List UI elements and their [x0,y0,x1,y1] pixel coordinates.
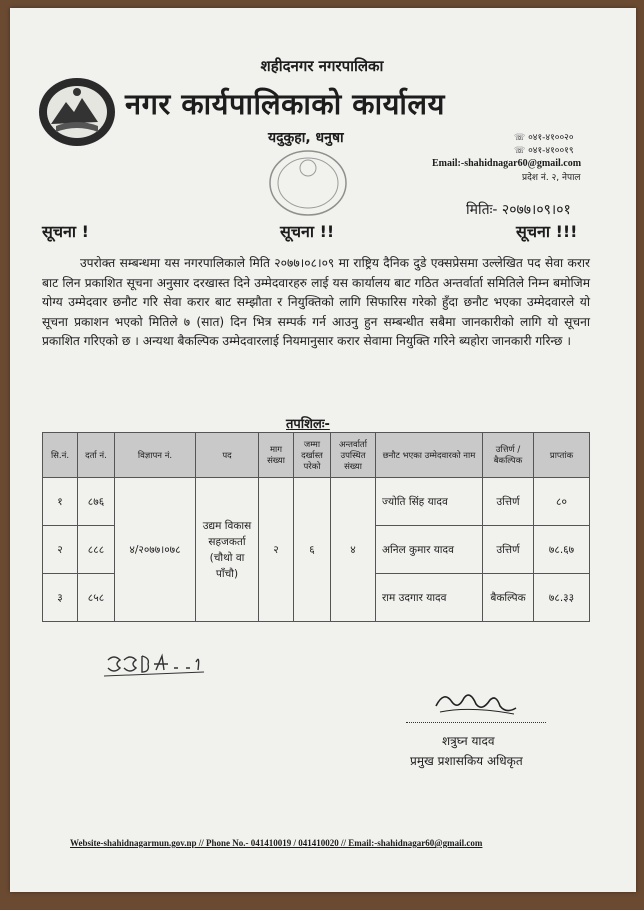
header-applied: जम्मा दर्खास्त परेको [294,433,331,478]
signature-line [406,722,546,723]
table-header-row [43,433,590,478]
office-stamp-icon [266,148,350,218]
selection-table [42,432,590,622]
cell-ad-no: ४/२०७७।०७८ [115,478,196,622]
header-demand: माग संख्या [259,433,294,478]
notice-heading-left: सूचना ! [42,222,89,241]
phone-1-text: ०४१-४१००२० [528,133,574,143]
municipality-name: शहीदनगर नगरपालिका [260,57,384,75]
header-interviewed: अन्तर्वार्ता उपस्थित संख्या [331,433,376,478]
notice-heading-right: सूचना !!! [516,222,578,241]
header-reg: दर्ता नं. [78,433,115,478]
office-address: यदुकुहा, धनुषा [268,130,344,146]
notice-body: उपरोक्त सम्बन्धमा यस नगरपालिकाले मिति २०७७।०८।०९ मा राष्ट्रिय दैनिक दुडे एक्सप्रेसमा उल्लेखित पद सेवा करार बाट लिन प्रकाशित सूचना अनुसार दरखास्त दिने उम्मेदवारहरु लाई यस कार्यालय बाट गठित अन्तर्वार्ता समितिले निम्न बमोजिम योग्य उम्मेदवार छनौट गरि सेवा करार बाट सम्झौता र नियुक्तिको लागि सिफारिस गरेको हुँदा छनौट भएका उम्मेदवारले यो सूचना प्रकाशन भएको मितिले ७ (सात) दिन भित्र सम्पर्क गर्न आउनु हुन सम्बन्धीत सबैमा जानकारीको लागि यो सूचना प्रकाशित गरिएको छ । अन्यथा बैकल्पिक उम्मेदवारलाई नियमानुसार करार सेवामा नियुक्ति गरिने ब्यहोरा जानकारी गरिन्छ । [42,256,590,348]
cell-status: उत्तिर्ण [483,526,534,574]
notice-heading-center: सूचना !! [280,222,335,241]
cell-score: ७८.३३ [534,574,590,622]
cell-score: ७८.६७ [534,526,590,574]
table-row [43,478,590,526]
government-emblem-icon [36,74,118,150]
cell-score: ८० [534,478,590,526]
details-label: तपशिलः- [286,417,330,432]
cell-sn: ३ [43,574,78,622]
office-title: नगर कार्यपालिकाको कार्यालय [125,87,445,121]
cell-sn: २ [43,526,78,574]
cell-name: ज्योति सिंह यादव [376,478,483,526]
header-post: पद [196,433,259,478]
cell-post: उद्यम विकास सहजकर्ता (चौथो वा पाँचौ) [196,478,259,622]
cell-sn: १ [43,478,78,526]
phone-2: ☏ ०४१-४१००१९ [514,146,574,156]
cell-name: राम उदगार यादव [376,574,483,622]
header-status: उत्तिर्ण / बैकल्पिक [483,433,534,478]
letterhead-email: Email:-shahidnagar60@gmail.com [432,158,582,169]
cell-demand: २ [259,478,294,622]
handwritten-note-icon [100,650,210,680]
header-ad: विज्ञापन नं. [115,433,196,478]
cell-interviewed: ४ [331,478,376,622]
header-score: प्राप्तांक [534,433,590,478]
signatory-name: शत्रुघ्न यादव [442,734,495,748]
cell-reg: ८७६ [78,478,115,526]
cell-status: बैकल्पिक [483,574,534,622]
phone-2-text: ०४१-४१००१९ [528,146,574,156]
cell-name: अनिल कुमार यादव [376,526,483,574]
province: प्रदेश नं. २, नेपाल [522,173,581,183]
signatory-title: प्रमुख प्रशासकिय अधिकृत [410,754,523,768]
footer-contact: Website-shahidnagarmun.gov.np // Phone No.- 041410019 / 041410020 // Email:-shahidnagar60@gmail.com [70,838,483,848]
cell-reg: ८५८ [78,574,115,622]
cell-status: उत्तिर्ण [483,478,534,526]
signature-icon [430,684,520,720]
header-sn: सि.नं. [43,433,78,478]
phone-1: ☏ ०४१-४१००२० [514,133,574,143]
header-name: छनौट भएका उम्मेदवारको नाम [376,433,483,478]
cell-applied: ६ [294,478,331,622]
notice-date: मितिः- २०७७।०९।०१ [466,202,571,218]
cell-reg: ८८८ [78,526,115,574]
